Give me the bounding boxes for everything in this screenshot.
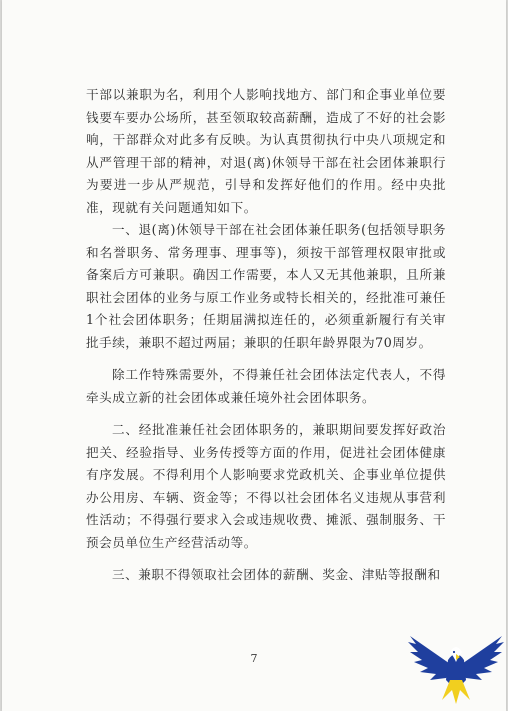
paragraph (86, 564, 446, 587)
text-line: 利性活动；不得强行要求入会或违规收费、摊派、强制服务、干 (86, 489, 446, 527)
text-line: 供办公用房、车辆、资金等；不得以社会团体名义违规从事营 (86, 467, 446, 505)
text-line: 除工作特殊需要外，不得兼任社会团体法定代表人，不得 (112, 367, 446, 382)
text-line: 批或备案后方可兼职。确因工作需要，本人又无其他兼职，且 (86, 244, 446, 282)
paragraph (86, 419, 446, 554)
text-line: 央批准，现就有关问题通知如下。 (86, 177, 447, 215)
text-line: 周岁。 (392, 334, 432, 350)
text-line: 职行为要进一步从严规范，引导和发挥好他们的作用。经中 (86, 154, 446, 192)
text-line: 牵头成立新的社会团体或兼任境外社会团体职务。 (86, 389, 376, 405)
document-body (86, 84, 446, 587)
text-line: 有关审批手续，兼职不超过两届；兼职的任职年龄界限为70 (86, 312, 446, 350)
text-line: 把关、经验指导、业务传授等方面的作用，促进社会团体健康 (86, 444, 446, 460)
text-line: 一、退(离)休领导干部在社会团体兼任职务(包括领导 (112, 222, 420, 237)
paragraph (86, 84, 446, 219)
eagle-logo-icon (406, 630, 506, 706)
text-line: 有序发展。不得利用个人影响要求党政机关、企事业单位提 (86, 467, 433, 482)
text-line: 可兼任1个社会团体职务；任期届满拟连任的，必须重新履行 (86, 289, 446, 327)
text-line: 响，干部群众对此多有反映。为认真贯彻执行中央八项规定 (86, 132, 433, 147)
text-line: 钱要车要办公场所，甚至领取较高薪酬，造成了不好的社会影 (86, 109, 446, 125)
text-line: 干部以兼职为名，利用个人影响找地方、部门和企事业单位要 (86, 87, 446, 102)
text-line: 三、兼职不得领取社会团体的薪酬、奖金、津贴等报酬和 (112, 567, 441, 582)
text-line: 所兼职社会团体的业务与原工作业务或特长相关的，经批准 (86, 267, 446, 305)
text-line: 和从严管理干部的精神，对退(离)休领导干部在社会团体兼 (86, 132, 446, 170)
text-line: 二、经批准兼任社会团体职务的，兼职期间要发挥好政治 (112, 422, 446, 437)
document-page (2, 0, 506, 711)
paragraph (86, 219, 446, 354)
page-number: 7 (250, 652, 258, 665)
paragraph (86, 364, 446, 409)
text-line: 职务和名誉职务、常务理事、理事等)，须按干部管理权限审 (86, 222, 446, 260)
text-line: 预会员单位生产经营活动等。 (86, 534, 257, 550)
